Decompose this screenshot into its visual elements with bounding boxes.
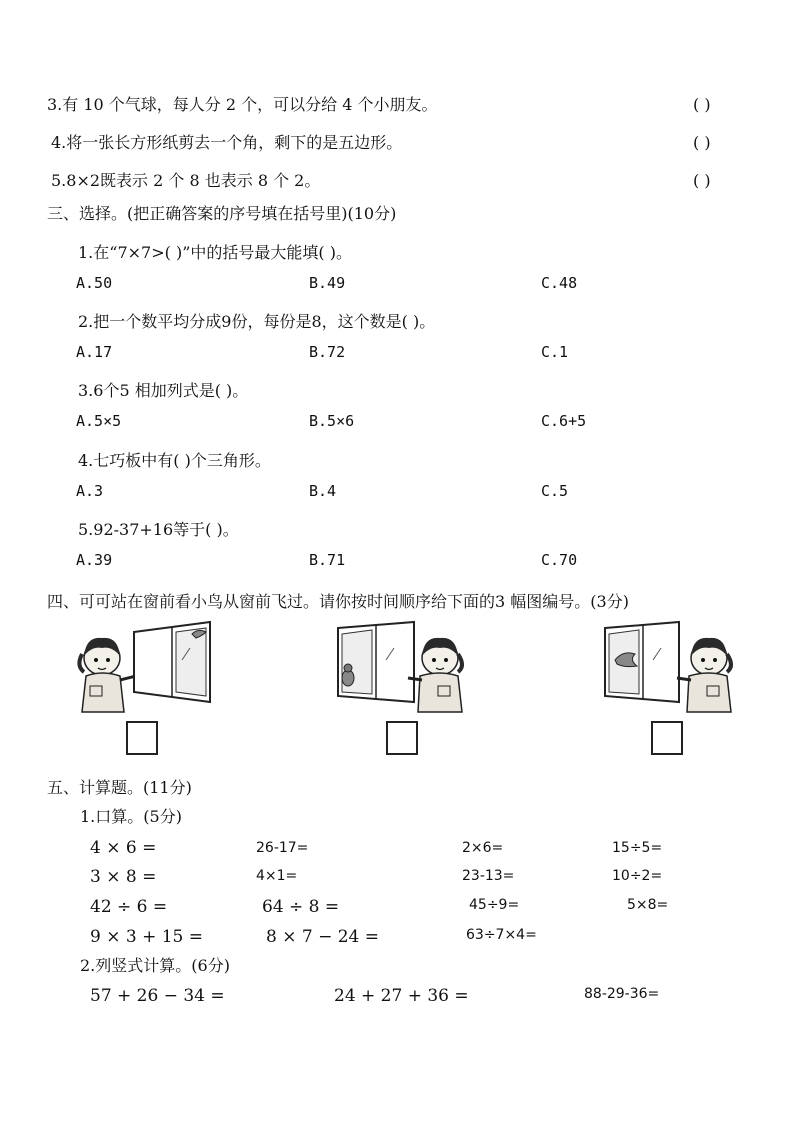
number-box[interactable] xyxy=(651,721,683,755)
number-box[interactable] xyxy=(386,721,418,755)
option-b[interactable]: B.71 xyxy=(309,551,346,569)
oral-calc-heading: 1.口算。(5分) xyxy=(80,807,182,826)
choice-question-3: 3.6个5 相加列式是( )。 xyxy=(78,381,249,400)
calc-item[interactable]: 63÷7×4= xyxy=(466,927,537,943)
number-box[interactable] xyxy=(126,721,158,755)
choice-question-1: 1.在“7×7>( )”中的括号最大能填( )。 xyxy=(78,243,352,262)
option-a[interactable]: A.3 xyxy=(76,482,104,500)
calc-item[interactable]: 3 × 8 = xyxy=(90,867,157,887)
option-a[interactable]: A.39 xyxy=(76,551,113,569)
scene-picture-2 xyxy=(330,620,480,720)
section-heading-calc: 五、计算题。(11分) xyxy=(47,778,192,797)
calc-item[interactable]: 5×8= xyxy=(627,897,669,913)
option-b[interactable]: B.49 xyxy=(309,274,346,292)
calc-item[interactable]: 26-17= xyxy=(256,840,309,856)
section-heading-choice: 三、选择。(把正确答案的序号填在括号里)(10分) xyxy=(47,204,397,223)
girl-figure xyxy=(408,638,462,712)
calc-item[interactable]: 4 × 6 = xyxy=(90,838,157,858)
choice-question-4: 4.七巧板中有( )个三角形。 xyxy=(78,451,271,470)
calc-item[interactable]: 45÷9= xyxy=(469,897,520,913)
option-a[interactable]: A.5×5 xyxy=(76,412,122,430)
option-a[interactable]: A.50 xyxy=(76,274,113,292)
answer-paren[interactable]: ( ) xyxy=(693,95,711,114)
answer-paren[interactable]: ( ) xyxy=(693,133,711,152)
choice-question-2: 2.把一个数平均分成9份，每份是8，这个数是( )。 xyxy=(78,312,436,331)
calc-item[interactable]: 64 ÷ 8 = xyxy=(262,897,340,917)
calc-item[interactable]: 8 × 7 − 24 = xyxy=(266,927,380,947)
calc-item[interactable]: 10÷2= xyxy=(612,868,663,884)
option-c[interactable]: C.70 xyxy=(541,551,578,569)
choice-question-5: 5.92-37+16等于( )。 xyxy=(78,520,239,539)
option-b[interactable]: B.4 xyxy=(309,482,337,500)
option-a[interactable]: A.17 xyxy=(76,343,113,361)
judge-item-4: 4.将一张长方形纸剪去一个角，剩下的是五边形。 xyxy=(51,133,403,152)
vertical-calc-heading: 2.列竖式计算。(6分) xyxy=(80,956,230,975)
scene-picture-1 xyxy=(72,620,222,720)
calc-item[interactable]: 42 ÷ 6 = xyxy=(90,897,168,917)
option-b[interactable]: B.72 xyxy=(309,343,346,361)
calc-item[interactable]: 15÷5= xyxy=(612,840,663,856)
judge-item-3: 3.有 10 个气球，每人分 2 个，可以分给 4 个小朋友。 xyxy=(47,95,438,114)
option-c[interactable]: C.1 xyxy=(541,343,569,361)
calc-item[interactable]: 4×1= xyxy=(256,868,298,884)
calc-item[interactable]: 2×6= xyxy=(462,840,504,856)
vertical-calc-item[interactable]: 24 + 27 + 36 = xyxy=(334,986,469,1006)
section-heading-order: 四、可可站在窗前看小鸟从窗前飞过。请你按时间顺序给下面的3 幅图编号。(3分) xyxy=(47,592,629,611)
option-c[interactable]: C.6+5 xyxy=(541,412,587,430)
window xyxy=(338,622,414,702)
calc-item[interactable]: 9 × 3 + 15 = xyxy=(90,927,204,947)
option-c[interactable]: C.48 xyxy=(541,274,578,292)
scene-picture-3 xyxy=(597,620,747,720)
vertical-calc-item[interactable]: 57 + 26 − 34 = xyxy=(90,986,225,1006)
bird-icon xyxy=(342,664,354,686)
answer-paren[interactable]: ( ) xyxy=(693,171,711,190)
option-c[interactable]: C.5 xyxy=(541,482,569,500)
vertical-calc-item[interactable]: 88-29-36= xyxy=(584,986,660,1002)
judge-item-5: 5.8×2既表示 2 个 8 也表示 8 个 2。 xyxy=(51,171,321,190)
calc-item[interactable]: 23-13= xyxy=(462,868,515,884)
option-b[interactable]: B.5×6 xyxy=(309,412,355,430)
girl-figure xyxy=(677,638,731,712)
girl-figure xyxy=(79,638,136,712)
